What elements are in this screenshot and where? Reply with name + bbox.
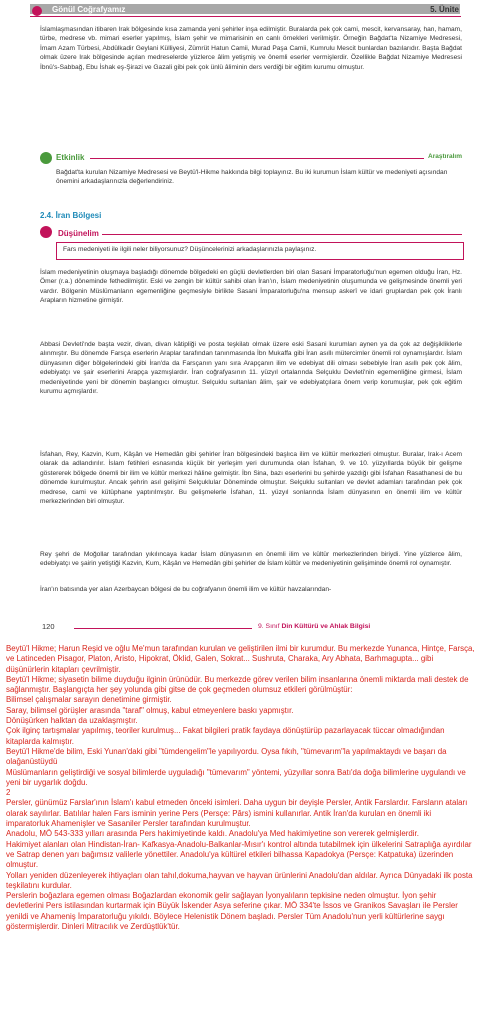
intro-paragraph: İslamlaşmasından itibaren Irak bölgesinde kısa zamanda yeni şehirler inşa edilmiştir. Buralarda pek çok cami, mescit, kervansaray, han, hamam, türbe, medrese vb. mimari eserler yapılmış, İslam şehir ve mimarisinin en canlı örnekleri verilmiştir. Örneğin Bağdat'ta Nizamiye Medresesi, İmam Azam Türbesi, Abdülkadir Geylani Külliyesi, Zümrüt Hatun Camii, Murad Paşa Camii, Kumrulu Mescit bunlardan bazılarıdır. Başta Bağdat olmak üzere Irak bölgesinde açılan medreselerde yüzlerce âlim yetişmiş ve önemli eserler vermişlerdir. Özellikle Bağdat Nizamiye Medresesi İbnü's-Sabbağ, Ebu İshak eş-Şirazi ve Gazali gibi pek çok ünlü âliminin ders verdiği bir eğitim kurumu olmuştur.	[40, 26, 462, 71]
note-item: Dönüşürken halktan da uzaklaşmıştır.	[6, 716, 138, 726]
note-item: Saray, bilimsel görüşler arasında "taraf" olmuş, kabul etmeyenlere baskı yapmıştır.	[6, 705, 294, 715]
note-item: Beytü'l Hikme'de bilim, Eski Yunan'daki gibi "tümdengelim"le yapılıyordu. Oysa fıkıh, "tümevarım"la yapılmaktaydı ve başarı da olağanüstüydü	[6, 746, 447, 767]
footer-grade: 9. Sınıf	[258, 623, 282, 630]
header-divider	[30, 16, 461, 17]
activity-text: Bağdat'ta kurulan Nizamiye Medresesi ve Beytü'l-Hikme hakkında bilgi toplayınız. Bu iki kurumun İslam kültür ve medeniyeti açısından önemini arkadaşlarınızla değerlendiriniz.	[56, 169, 448, 186]
note-item: Perslerin boğazlara egemen olması Boğazlardan ekonomik gelir sağlayan İyonyalıların tepkisine neden olmuştur. İyon şehir devletlerini Pers istilasından kurtarmak için Büyük İskender Asya seferine çıkar. MÖ 334'te İssos ve Granikos Savaşları ile Persler yenildi ve Ahameniş İmparatorluğu yıkıldı. Böylece Helenistik Dönem başladı. Persler Tüm Anadolu'nun yerli kültürlerine saygı göstermişlerdir. Dinleri Mitracılık ve Zerdüştlük'tür.	[6, 891, 458, 932]
page-number: 120	[42, 622, 55, 631]
footer-subject: Din Kültürü ve Ahlak Bilgisi	[281, 623, 371, 630]
header-title: Gönül Coğrafyamız	[52, 5, 126, 14]
think-question-box	[56, 242, 464, 260]
note-item: Beytü'l Hikme; siyasetin bilime duyduğu ilginin ürünüdür. Bu merkezde görev verilen bilim insanlarına önemli miktarda mali destek de sağlanmıştır. Başlangıçta her şey yolunda gibi gitse de çok geçmeden olumsuz etkileri görülmüştür:	[6, 674, 469, 695]
activity-divider	[90, 158, 462, 159]
think-title: Düşünelim	[58, 229, 99, 238]
note-item: Yolları yeniden düzenleyerek ihtiyaçları olan tahıl,dokuma,hayvan ve hayvan ürünlerini Anadolu'dan aldılar. Ayrıca Dünyadaki ilk posta teşkilatını kurdular.	[6, 870, 473, 890]
paragraph-3: İsfahan, Rey, Kazvin, Kum, Kâşân ve Hemedân gibi şehirler İran bölgesindeki başlıca ilim ve kültür merkezleri olmuştur. Buralar, Irak-ı Acem olarak da adlandırılır. İslam fetihleri esnasında küçük bir yerleşim yeri durumunda olan İsfahan, 9. ve 10. yüzyıllarda büyük bir gelişme göstererek bölgede önemli bir ilim ve kültür merkezi hâline gelmiştir. İbn Sina, bazı eserlerini bu şehirde yazdığı gibi İsfahan Rasathanesi de bu dönemde kurulmuştur. Ancak şehrin asıl gelişimi Selçuklular Döneminde olmuştur. Selçuklu sultanları ve devlet adamları tarafından pek çok medrese, cami ve kütüphane yaptırılmıştır. Bu gelişmelerle İsfahan, 11. yüzyıl sonlarında İslam dünyasının en önemli ilim ve kültür merkezlerinden biri olmuştur.	[40, 451, 462, 506]
note-item: Beytü'l Hikme; Harun Reşid ve oğlu Me'mun tarafından kurulan ve geliştirilen ilmi bir kurumdur. Bu merkezde Yunanca, Hintçe, Farsça, ve Latinceden Pisagor, Platon, Aristo, Hipokrat, Öklid, Galen, Sokrat... Sushruta, Charaka, Ary Abhata, Barhmagupta... gibi düşünürlerin kitapları çevrilmiştir.	[6, 644, 475, 674]
footer-book-title	[258, 623, 370, 630]
note-item: Bilimsel çalışmalar sarayın denetimine girmiştir.	[6, 695, 172, 705]
note-item: Hakimiyet alanları olan Hindistan-İran- Kafkasya-Anadolu-Balkanlar-Mısır'ı kontrol altında tutabilmek için ülkelerini Satraplığa ayırdılar ve Satrap denen yarı bağımsız valilerle yönettiler. Anadolu'ya kültürel etkileri bilhassa Kapadokya (Persçe: Katpatuka) üzerinden olmuştur.	[6, 839, 472, 870]
think-question: Fars medeniyeti ile ilgili neler biliyorsunuz? Düşüncelerinizi arkadaşlarınızla paylaşınız.	[63, 246, 317, 253]
paragraph-5: İran'ın batısında yer alan Azerbaycan bölgesi de bu coğrafyanın önemli ilim ve kültür havzalarından-	[40, 586, 332, 593]
section-title: 2.4. İran Bölgesi	[40, 211, 102, 220]
activity-title: Etkinlik	[56, 153, 88, 162]
unit-label: 5. Ünite	[430, 5, 459, 14]
paragraph-1: İslam medeniyetinin oluşmaya başladığı dönemde bölgedeki en güçlü devletlerden biri olan Sasani İmparatorluğu'nun egemen olduğu İran, Hz. Ömer (r.a.) döneminde fethedilmiştir. Eski ve zengin bir kültür sahibi olan İran'ın, İslam medeniyetinin oluşumunda ve gelişmesinde önemli yeri vardır. Bölgenin Müslümanların egemenliğine geçmesiyle birlikte Sasani İmparatorluğu'na mensup askerî ve idari gruplardan pek çok İranlı Arapların hizmetine girmiştir.	[40, 269, 462, 305]
think-divider	[102, 234, 462, 235]
note-item: Persler, günümüz Farslar'ının İslam'ı kabul etmeden önceki isimleri. Daha uygun bir deyişle Persler, Antik Farslardır. Farsların ataları olarak sayılırlar. Batılılar halen Fars isminin yerine Pers (Persçe: Pârs) ismini kullanırlar. Antik İran'da kurulan en önemli iki imparatorluk Ahamenişler ve Sasaniler Persler tarafından kurulmuştur.	[6, 798, 468, 829]
note-item: Anadolu, MÖ 543-333 yılları arasında Pers hakimiyetinde kaldı. Anadolu'ya Med hakimiyetine son vererek gelmişlerdir.	[6, 829, 419, 839]
footer-divider	[74, 628, 252, 629]
think-icon	[40, 226, 52, 238]
page-header	[0, 0, 481, 22]
note-item: Çok ilginç tartışmalar yapılmış, teoriler kurulmuş... Fakat bilgileri pratik faydaya dönüştürüp pazarlayacak tüccar olmadığından kitaplarda kalmıştır.	[6, 726, 445, 746]
note-item: 2	[6, 788, 11, 798]
note-item: Müslümanların geliştirdiği ve sosyal bilimlerde uyguladığı "tümevarım" yöntemi, yüzyıllar sonra Batı'da doğa bilimlerine uygulandı ve yeni bir uygarlık doğdu.	[6, 767, 466, 787]
think-box	[40, 226, 462, 260]
paragraph-2: Abbasi Devleti'nde başta vezir, divan, divan kâtipliği ve posta teşkilatı olmak üzere eski Sasani kurumları aynen ya da çok az değişikliklerle alınmıştır. Bu dönemde Farsça eserlerin Araplar tarafından tanınmasında İbn Mukaffa gibi İran asıllı mütercimler önemli rol oynamışlardır. İslam dünyasının diğer bölgelerindeki gibi İran'da da Farsçanın yanı sıra Arapçanın ilim ve edebiyat dili olması sebebiyle İran asıllı pek çok âlim, edebiyatçı ve şair eserlerini Arapça yazmışlardır. İran coğrafyasının 11. yüzyıl ortalarında Selçuklu Devleti'nin egemenliğine girmesi, İslam medeniyetinde yeni bir dönemin başlangıcı olmuştur. Selçuklu sultanları âlim, şair ve edebiyatçılara önem verip korumuşlar, pek çok eğitim kurumu açmışlardır.	[40, 341, 462, 396]
activity-type-label: Araştıralım	[424, 153, 462, 160]
activity-icon	[40, 152, 52, 164]
activity-box	[40, 152, 462, 202]
header-dot-icon	[32, 6, 42, 16]
paragraph-4: Rey şehri de Moğollar tarafından yıkılıncaya kadar İslam dünyasının en önemli ilim ve kültür merkezlerinden biriydi. Yine yüzlerce âlim, edebiyatçı ve şairin yetiştiği Kazvin, Kum, Kâşân ve Hemedân gibi şehirler de İslam kültür ve medeniyetinin gelişiminde önemli rol oynamıştır.	[40, 551, 462, 568]
notes-list	[6, 644, 476, 932]
